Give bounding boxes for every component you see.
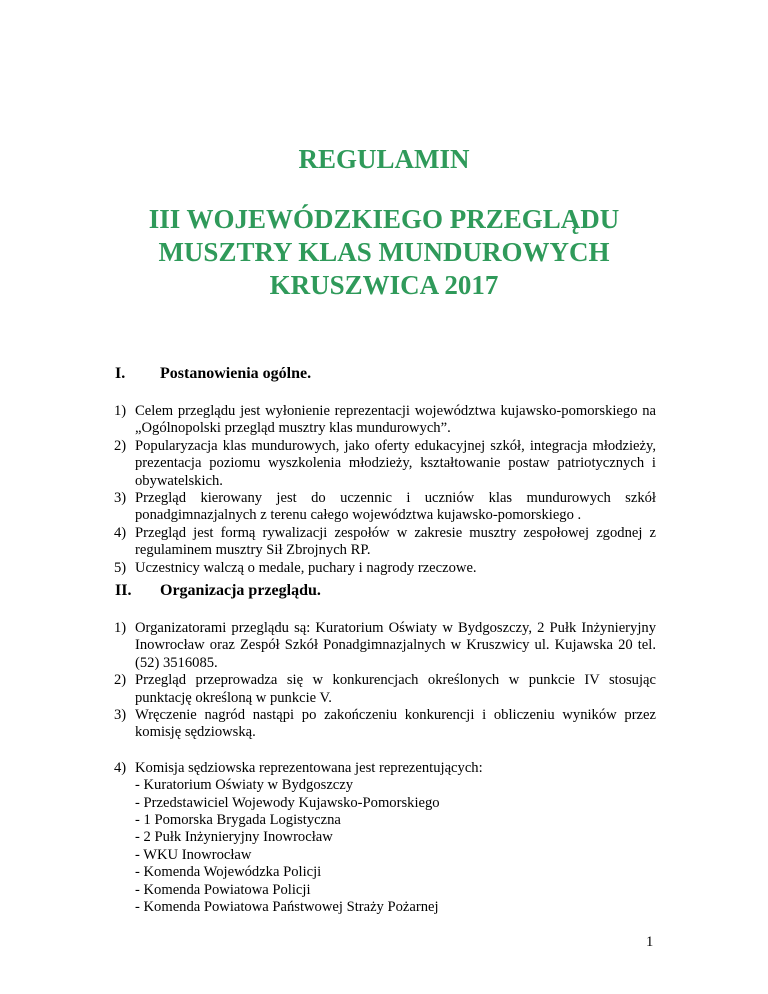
section-number: I. [115, 365, 126, 382]
committee-list [135, 777, 656, 916]
page-number: 1 [646, 934, 654, 950]
committee-member: - Komenda Powiatowa Policji [135, 881, 311, 898]
list-item: 4) Przegląd jest formą rywalizacji zespołów w zakresie musztry zespołowej zgodnej z regulaminem musztry Sił Zbrojnych RP. [114, 524, 656, 559]
section-number: II. [115, 582, 132, 599]
section-2-list [114, 620, 656, 917]
committee-member: - 2 Pułk Inżynieryjny Inowrocław [135, 829, 333, 846]
committee-member: - WKU Inowrocław [135, 846, 252, 863]
committee-member: - Komenda Powiatowa Państwowej Straży Pożarnej [135, 899, 439, 916]
committee-member: - Kuratorium Oświaty w Bydgoszczy [135, 777, 354, 794]
list-item: 2) Przegląd przeprowadza się w konkurencjach określonych w punkcie IV stosując punktację określoną w punkcie V. [114, 672, 656, 706]
list-item: 1) Celem przeglądu jest wyłonienie reprezentacji województwa kujawsko-pomorskiego na „Ogólnopolski przegląd musztry klas mundurowych”. [114, 403, 656, 437]
section-title: Organizacja przeglądu. [160, 582, 321, 599]
section-1-list [114, 403, 656, 577]
committee-member: - 1 Pomorska Brygada Logistyczna [135, 812, 341, 829]
document-subtitle [0, 203, 768, 302]
subtitle-line: KRUSZWICA 2017 [269, 270, 499, 300]
section-title: Postanowienia ogólne. [160, 365, 312, 382]
list-item: 1) Organizatorami przeglądu są: Kuratorium Oświaty w Bydgoszczy, 2 Pułk Inżynieryjny Inowrocław oraz Zespół Szkół Ponadgimnazjalnych w Kruszwicy ul. Kujawska 20 tel. (52) 3516085. [114, 620, 656, 671]
document-title: REGULAMIN [298, 144, 470, 174]
list-item: 4) Komisja sędziowska reprezentowana jest reprezentujących: - Kuratorium Oświaty w Bydgoszczy - Przedstawiciel Wojewody Kujawsko-Pomorskiego - 1 Pomorska Brygada Logistyczna - 2 Pułk Inżynieryjny Inowrocław - WKU Inowrocław - Komenda Wojewódzka Policji - Komenda Powiatowa Policji - Komenda Powiatowa Państwowej Straży Pożarnej [114, 760, 656, 917]
committee-member: - Przedstawiciel Wojewody Kujawsko-Pomorskiego [135, 794, 440, 811]
subtitle-line: MUSZTRY KLAS MUNDUROWYCH [158, 237, 610, 267]
subtitle-line: III WOJEWÓDZKIEGO PRZEGLĄDU [148, 204, 620, 234]
list-item: 3) Przegląd kierowany jest do uczennic i uczniów klas mundurowych szkół ponadgimnazjalnych z terenu całego województwa kujawsko-pomorskiego . [114, 490, 656, 524]
list-item: 2) Popularyzacja klas mundurowych, jako oferty edukacyjnej szkół, integracja młodzieży, prezentacja poziomu wyszkolenia młodzieży, kształtowanie postaw patriotycznych i obywatelskich. [114, 437, 656, 489]
committee-member: - Komenda Wojewódzka Policji [135, 864, 322, 881]
list-item: 3) Wręczenie nagród nastąpi po zakończeniu konkurencji i obliczeniu wyników przez komisję sędziowską. [114, 707, 656, 741]
list-item: 5) Uczestnicy walczą o medale, puchary i nagrody rzeczowe. [114, 559, 477, 576]
